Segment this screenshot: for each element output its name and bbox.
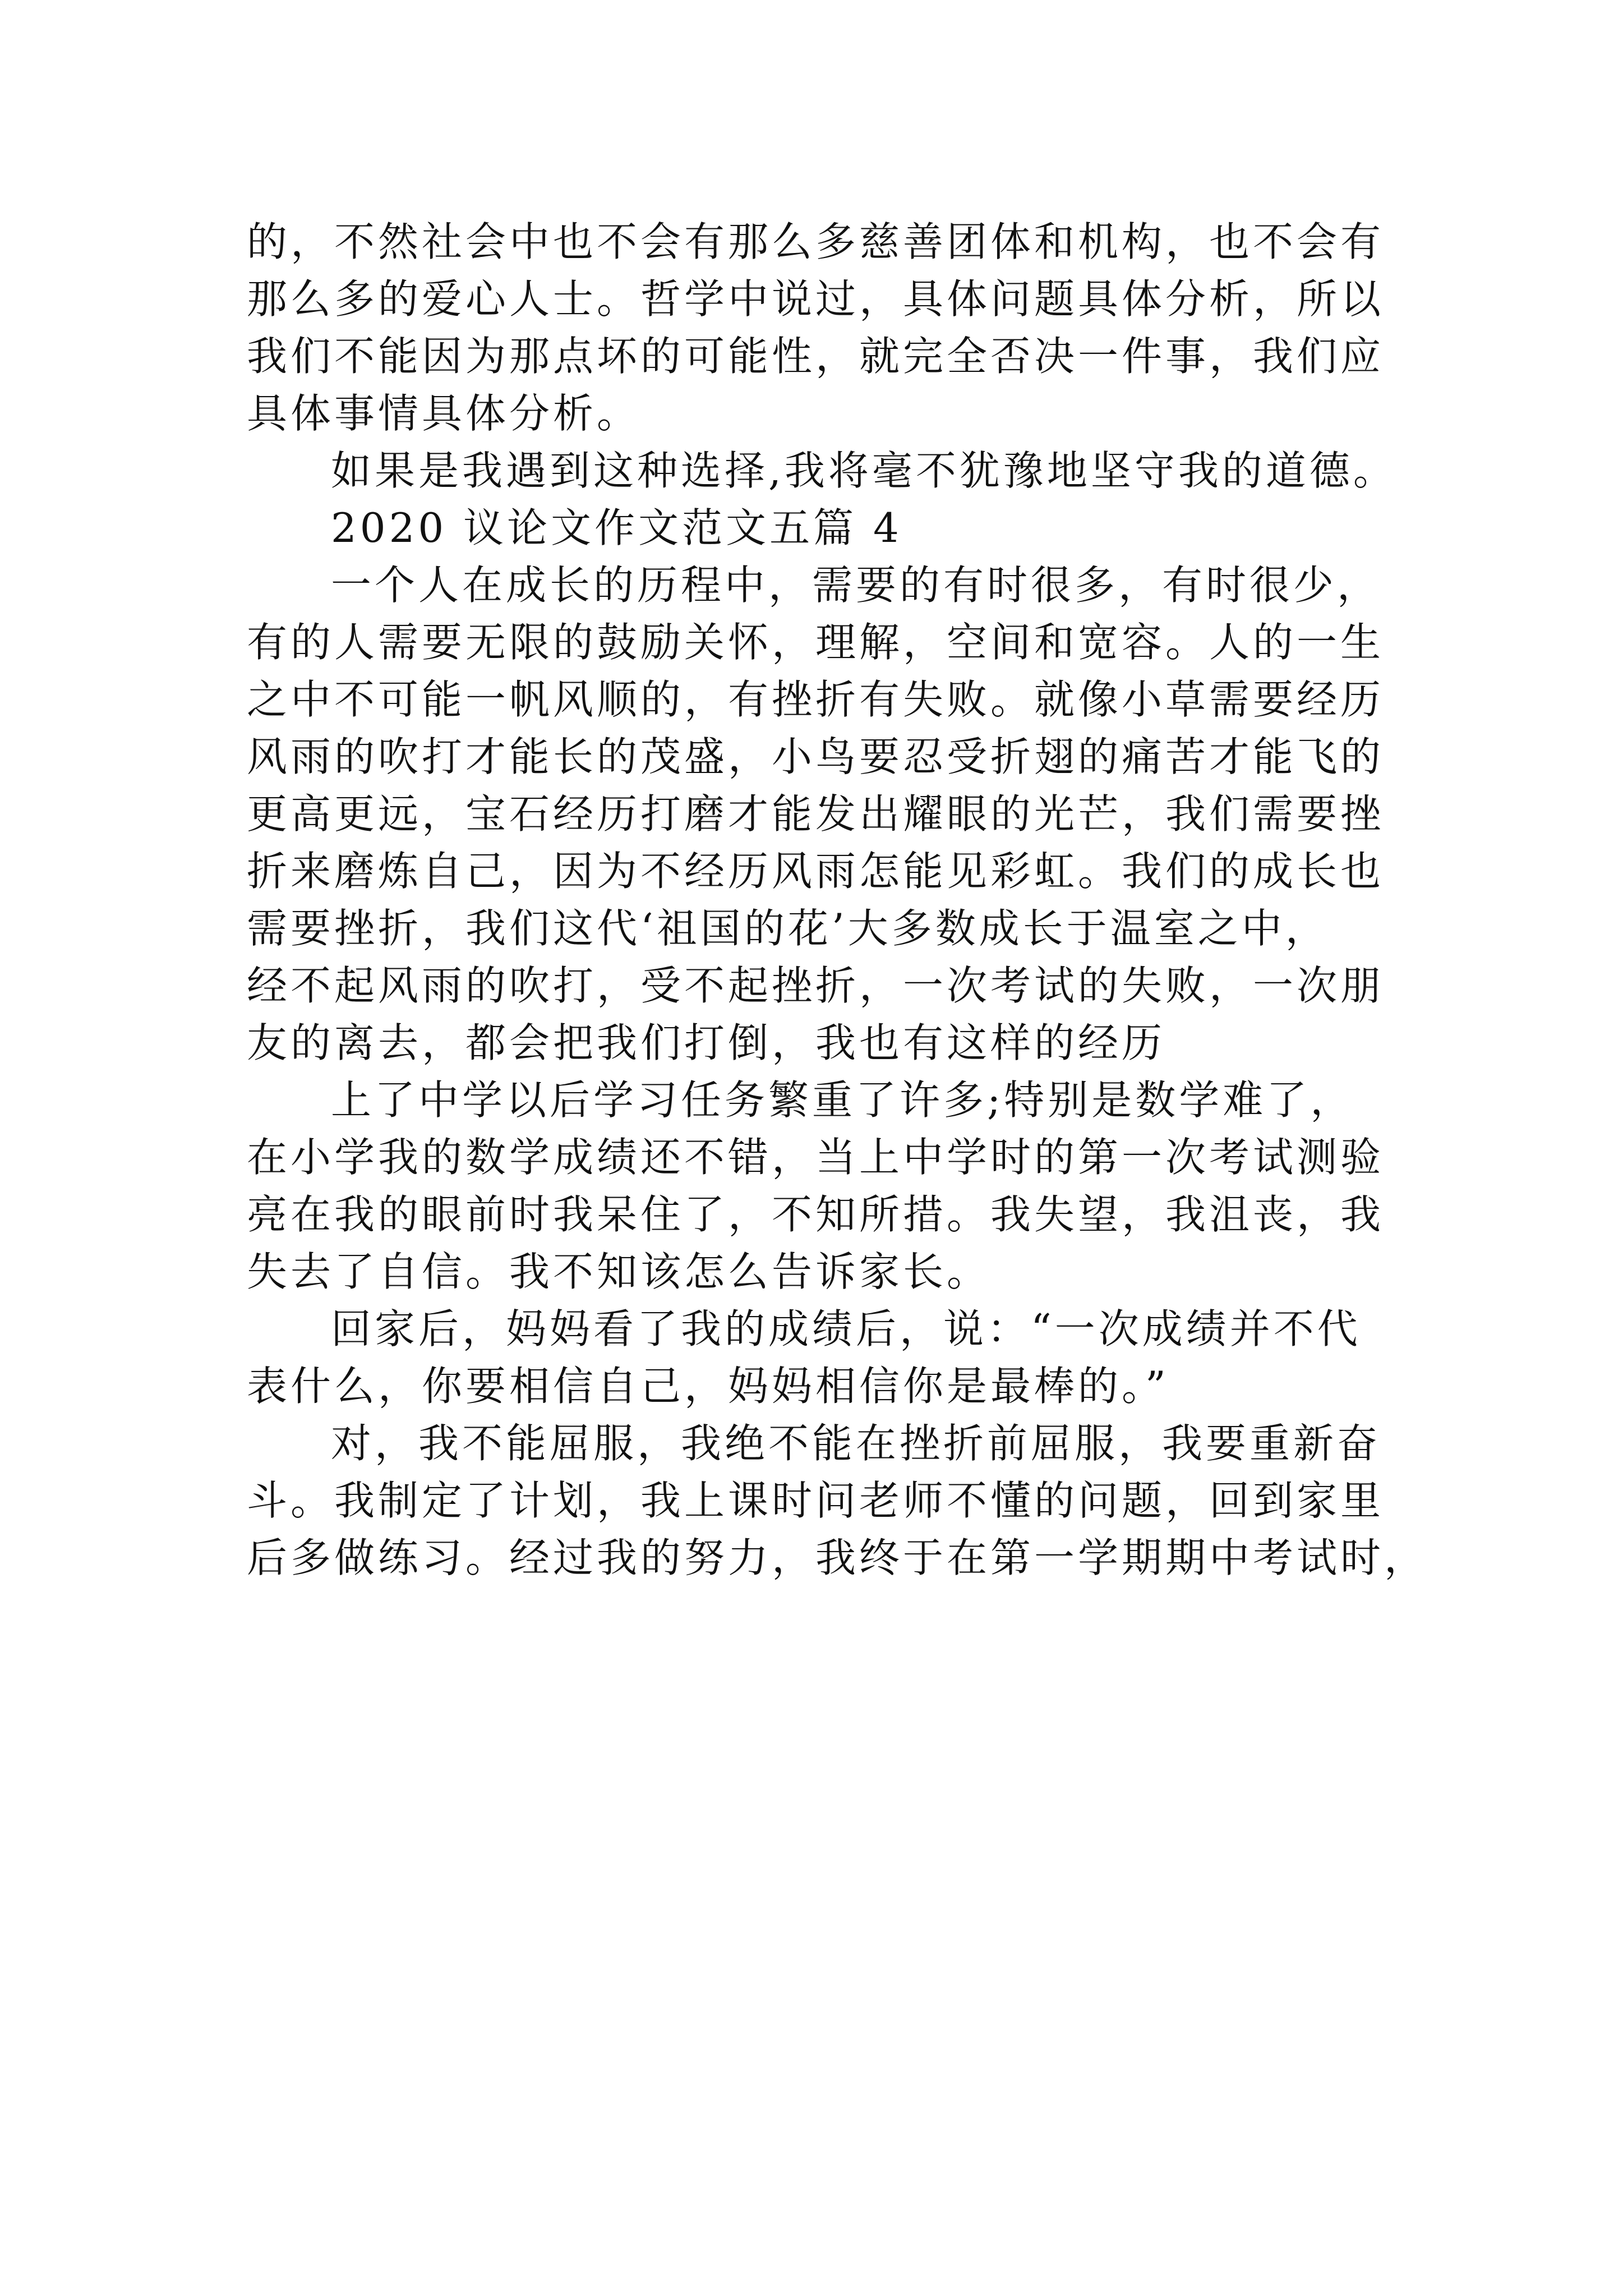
text-line: 一个人在成长的历程中，需要的有时很多，有时很少， — [331, 562, 1381, 609]
text-line: 更高更远，宝石经历打磨才能发出耀眼的光芒，我们需要挫 — [247, 790, 1385, 838]
text-line: 友的离去，都会把我们打倒，我也有这样的经历 — [247, 1019, 1166, 1066]
text-line: 之中不可能一帆风顺的，有挫折有失败。就像小草需要经历 — [247, 676, 1385, 723]
text-line: 折来磨炼自己，因为不经历风雨怎能见彩虹。我们的成长也 — [247, 848, 1385, 895]
text-line: 后多做练习。经过我的努力，我终于在第一学期期中考试时， — [247, 1534, 1428, 1581]
text-line: 有的人需要无限的鼓励关怀，理解，空间和宽容。人的一生 — [247, 619, 1385, 666]
text-line: 具体事情具体分析。 — [247, 390, 641, 437]
text-line: 那么多的爱心人士。哲学中说过，具体问题具体分析，所以 — [247, 275, 1385, 323]
section-heading: 2020 议论文作文范文五篇 4 — [331, 504, 902, 551]
text-line: 我们不能因为那点坏的可能性，就完全否决一件事，我们应 — [247, 333, 1385, 380]
text-line: 如果是我遇到这种选择,我将毫不犹豫地坚守我的道德。 — [331, 447, 1397, 494]
text-line: 失去了自信。我不知该怎么告诉家长。 — [247, 1248, 991, 1295]
document-body — [247, 213, 1428, 1586]
text-line: 需要挫折，我们这代‘祖国的花’大多数成长于温室之中， — [247, 905, 1329, 952]
text-line: 斗。我制定了计划，我上课时问老师不懂的问题，回到家里 — [247, 1477, 1385, 1524]
text-line: 回家后，妈妈看了我的成绩后，说：“一次成绩并不代 — [331, 1305, 1361, 1352]
text-line: 上了中学以后学习任务繁重了许多;特别是数学难了， — [331, 1076, 1354, 1124]
text-line: 经不起风雨的吹打，受不起挫折，一次考试的失败，一次朋 — [247, 962, 1385, 1009]
text-line: 亮在我的眼前时我呆住了，不知所措。我失望，我沮丧，我 — [247, 1191, 1385, 1238]
text-line: 对，我不能屈服，我绝不能在挫折前屈服，我要重新奋 — [331, 1420, 1381, 1467]
text-line: 表什么，你要相信自己，妈妈相信你是最棒的。” — [247, 1363, 1169, 1410]
text-line: 在小学我的数学成绩还不错，当上中学时的第一次考试测验 — [247, 1134, 1385, 1181]
text-line: 的，不然社会中也不会有那么多慈善团体和机构，也不会有 — [247, 218, 1385, 265]
text-line: 风雨的吹打才能长的茂盛，小鸟要忍受折翅的痛苦才能飞的 — [247, 733, 1385, 780]
